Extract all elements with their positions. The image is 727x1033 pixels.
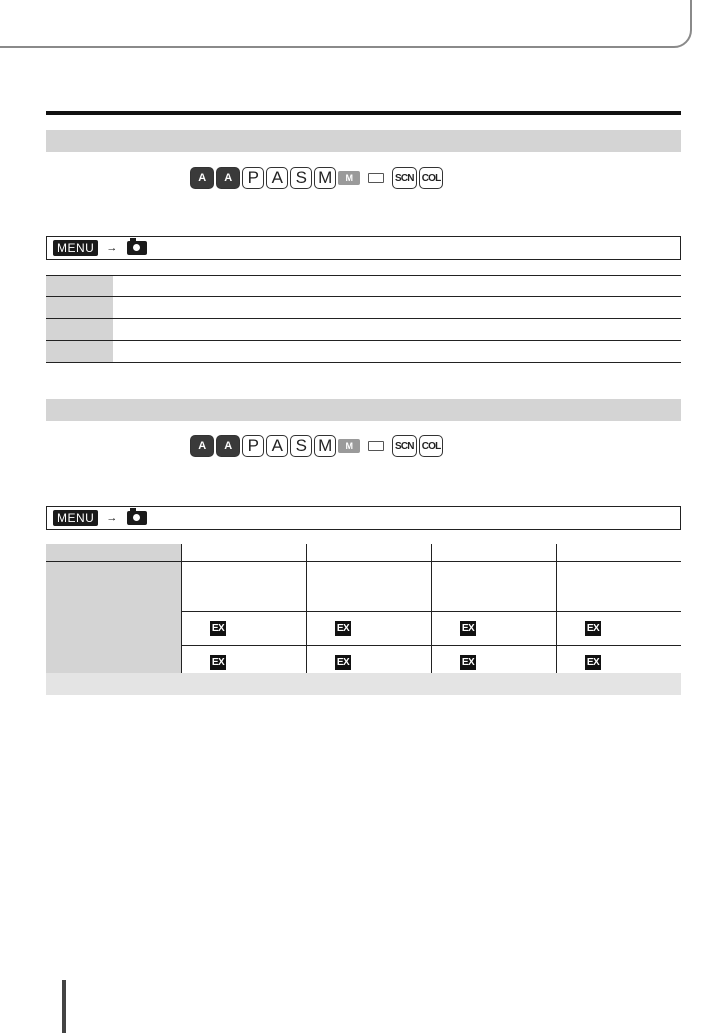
row-key [46, 276, 113, 296]
applicable-modes-1 [190, 166, 443, 190]
row-key [46, 319, 113, 340]
intelligent-auto-icon: A [190, 435, 214, 457]
extended-zoom-icon: EX [461, 657, 475, 668]
aperture-priority-icon: A [266, 435, 288, 457]
row-value [113, 319, 681, 340]
camera-rec-menu-icon [127, 241, 147, 255]
shutter-priority-icon: S [290, 435, 312, 457]
extended-zoom-icon: EX [461, 623, 475, 634]
camera-rec-menu-icon [127, 511, 147, 525]
table-cell [182, 612, 306, 646]
table-column [556, 562, 681, 680]
arrow-icon: → [106, 242, 118, 254]
page-margin-bar [62, 980, 66, 1033]
table-cell [557, 562, 681, 612]
creative-video-icon: M [338, 171, 360, 185]
manual-mode-icon: M [314, 435, 336, 457]
menu-path-1 [46, 236, 681, 260]
row-value [113, 297, 681, 318]
header-key-cell [46, 544, 181, 561]
panorama-icon [368, 173, 384, 183]
row-key [46, 297, 113, 318]
extended-zoom-icon: EX [336, 657, 350, 668]
section-header-3 [46, 673, 681, 695]
table-header-row [46, 544, 681, 562]
table-row [46, 275, 681, 297]
row-key [46, 341, 113, 362]
settings-table-2 [46, 544, 681, 680]
header-cell [431, 544, 556, 561]
table-column [306, 562, 431, 680]
menu-button-icon: MENU [53, 510, 98, 526]
extended-zoom-icon: EX [211, 623, 225, 634]
header-cell [556, 544, 681, 561]
page-tab-frame [0, 0, 692, 48]
header-rule [46, 111, 681, 115]
table-cell [307, 612, 431, 646]
program-mode-icon: P [242, 167, 264, 189]
row-value [113, 276, 681, 296]
header-cell [306, 544, 431, 561]
menu-button-icon: MENU [53, 240, 98, 256]
extended-zoom-icon: EX [211, 657, 225, 668]
table-row [46, 341, 681, 363]
shutter-priority-icon: S [290, 167, 312, 189]
settings-table-1 [46, 275, 681, 363]
table-column [431, 562, 556, 680]
section-header-2 [46, 399, 681, 421]
table-row [46, 297, 681, 319]
intelligent-auto-icon: A [190, 167, 214, 189]
creative-control-icon: COL [419, 435, 444, 457]
scene-guide-icon: SCN [392, 167, 417, 189]
table-cell [307, 562, 431, 612]
table-row [46, 319, 681, 341]
intelligent-auto-plus-icon: A [216, 167, 240, 189]
section-header-1 [46, 130, 681, 152]
extended-zoom-icon: EX [336, 623, 350, 634]
table-column [181, 562, 306, 680]
scene-guide-icon: SCN [392, 435, 417, 457]
table-cell [432, 612, 556, 646]
extended-zoom-icon: EX [586, 657, 600, 668]
applicable-modes-2 [190, 434, 443, 458]
table-cell [557, 612, 681, 646]
creative-control-icon: COL [419, 167, 444, 189]
aperture-priority-icon: A [266, 167, 288, 189]
panorama-icon [368, 441, 384, 451]
extended-zoom-icon: EX [586, 623, 600, 634]
row-value [113, 341, 681, 362]
program-mode-icon: P [242, 435, 264, 457]
body-columns [181, 562, 681, 680]
table-cell [432, 562, 556, 612]
table-cell [182, 562, 306, 612]
body-key-cell [46, 562, 181, 680]
creative-video-icon: M [338, 439, 360, 453]
header-cell [181, 544, 306, 561]
intelligent-auto-plus-icon: A [216, 435, 240, 457]
menu-path-2 [46, 506, 681, 530]
table-body [46, 562, 681, 680]
arrow-icon: → [106, 512, 118, 524]
manual-mode-icon: M [314, 167, 336, 189]
